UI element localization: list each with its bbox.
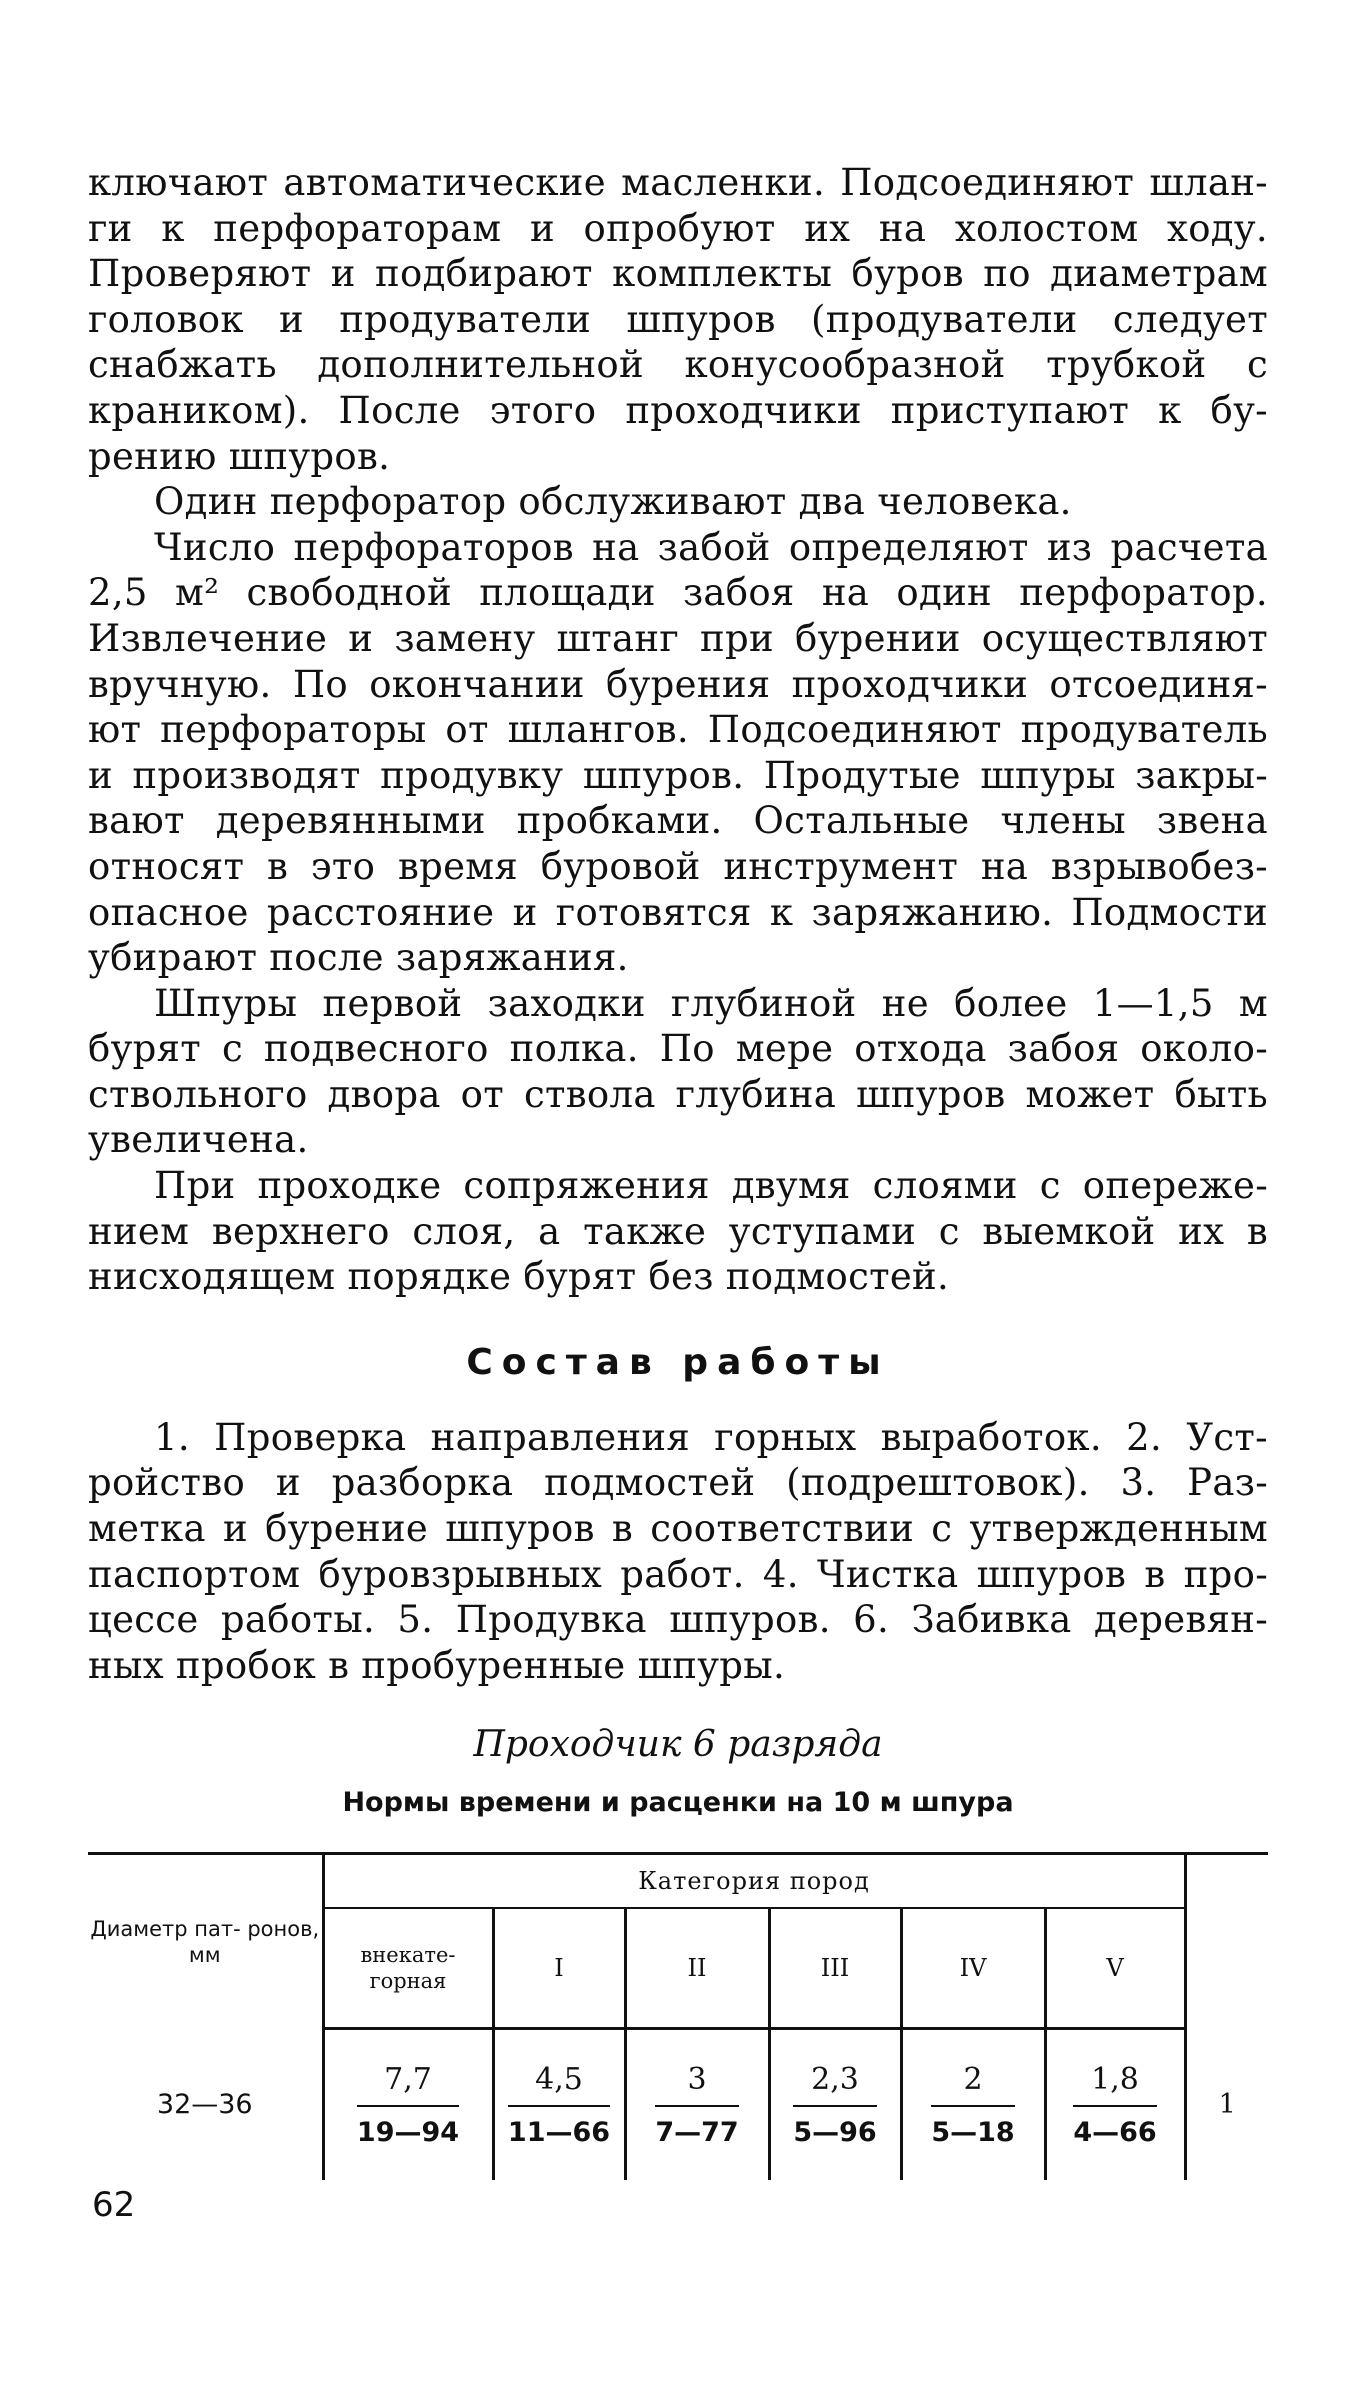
paragraph-first-run: Шпуры первой заходки глубиной не более 1—1,5 м бурят с подвесного полка. По мере отхода забоя около- ствольного двора от ствола глубина шпуров может быть увеличена. — [88, 981, 1268, 1162]
section-title: Состав работы — [466, 1341, 890, 1383]
category-extra: внекате- горная — [323, 1908, 493, 2029]
time-norm: 2,3 — [793, 2062, 876, 2107]
category-iii: III — [769, 1908, 901, 2029]
time-norm: 4,5 — [508, 2062, 610, 2107]
value-cell-iii — [769, 2029, 901, 2181]
value-cell-v — [1045, 2029, 1185, 2181]
paragraph-perforator-count: Число перфораторов на забой определяют из расчета 2,5 м² свободной площади забоя на один перфоратор. Извлечение и замену штанг при бурении осуществляют вручную. По окончании бурения проходчики отсоединя- ют перфораторы от шлангов. Подсоединяют продуватель и производят продувку шпуров. Продутые шпуры закры- вают деревянными пробками. Остальные члены звена относят в это время буровой инструмент на взрывобез- опасное расстояние и готовятся к заряжанию. Подмости убирают после заряжания. — [88, 525, 1268, 980]
time-norm: 7,7 — [357, 2062, 459, 2107]
value-cell-extra — [323, 2029, 493, 2181]
time-norm: 1,8 — [1073, 2062, 1156, 2107]
paragraph-junction: При проходке сопряжения двумя слоями с опереже- нием верхнего слоя, а также уступами с выемкой их в нисходящем порядке бурят без подмостей. — [88, 1164, 1268, 1299]
rate: 4—66 — [1073, 2117, 1157, 2149]
row-index: 1 — [1185, 2029, 1268, 2181]
paragraph-continuation: ключают автоматические масленки. Подсоединяют шлан- ги к перфораторам и опробуют их на холостом ходу. Проверяют и подбирают комплекты буров по диаметрам головок и продуватели шпуров (продуватели следует снабжать дополнительной конусообразной трубкой с краником). После этого проходчики приступают к бу- рению шпуров. — [88, 161, 1268, 478]
value-cell-iv — [901, 2029, 1045, 2181]
value-cell-ii — [625, 2029, 769, 2181]
rate: 5—18 — [931, 2117, 1015, 2149]
time-norm: 2 — [931, 2062, 1014, 2107]
diameter-value: 32—36 — [156, 2089, 253, 2121]
category-v: V — [1045, 1908, 1185, 2029]
header-blank-cell — [1185, 1854, 1268, 2029]
category-header: Категория пород — [323, 1854, 1185, 1909]
page-number: 62 — [92, 2185, 136, 2225]
norms-table — [88, 1852, 1268, 2180]
rate: 19—94 — [356, 2117, 460, 2149]
category-iv: IV — [901, 1908, 1045, 2029]
worker-title: Проходчик 6 разряда — [473, 1724, 883, 1766]
time-norm: 3 — [655, 2062, 738, 2107]
paragraph-operators: Один перфоратор обслуживают два человека. — [154, 480, 1072, 524]
work-composition-list: 1. Проверка направления горных выработок. 2. Уст- ройство и разборка подмостей (подрештовок). 3. Раз- метка и бурение шпуров в соответствии с утвержденным паспортом буровзрывных работ. 4. Чистка шпуров в про- цессе работы. 5. Продувка шпуров. 6. Забивка деревян- ных пробок в пробуренные шпуры. — [88, 1415, 1268, 1687]
rate: 11—66 — [507, 2117, 611, 2149]
category-ii: II — [625, 1908, 769, 2029]
table-row — [88, 2029, 1268, 2181]
value-cell-i — [493, 2029, 625, 2181]
category-i: I — [493, 1908, 625, 2029]
diameter-header: Диаметр пат- ронов, мм — [88, 1854, 323, 2029]
rate: 5—96 — [793, 2117, 877, 2149]
page-content — [88, 160, 1268, 2180]
table-title: Нормы времени и расценки на 10 м шпура — [342, 1787, 1014, 1819]
rate: 7—77 — [655, 2117, 739, 2149]
